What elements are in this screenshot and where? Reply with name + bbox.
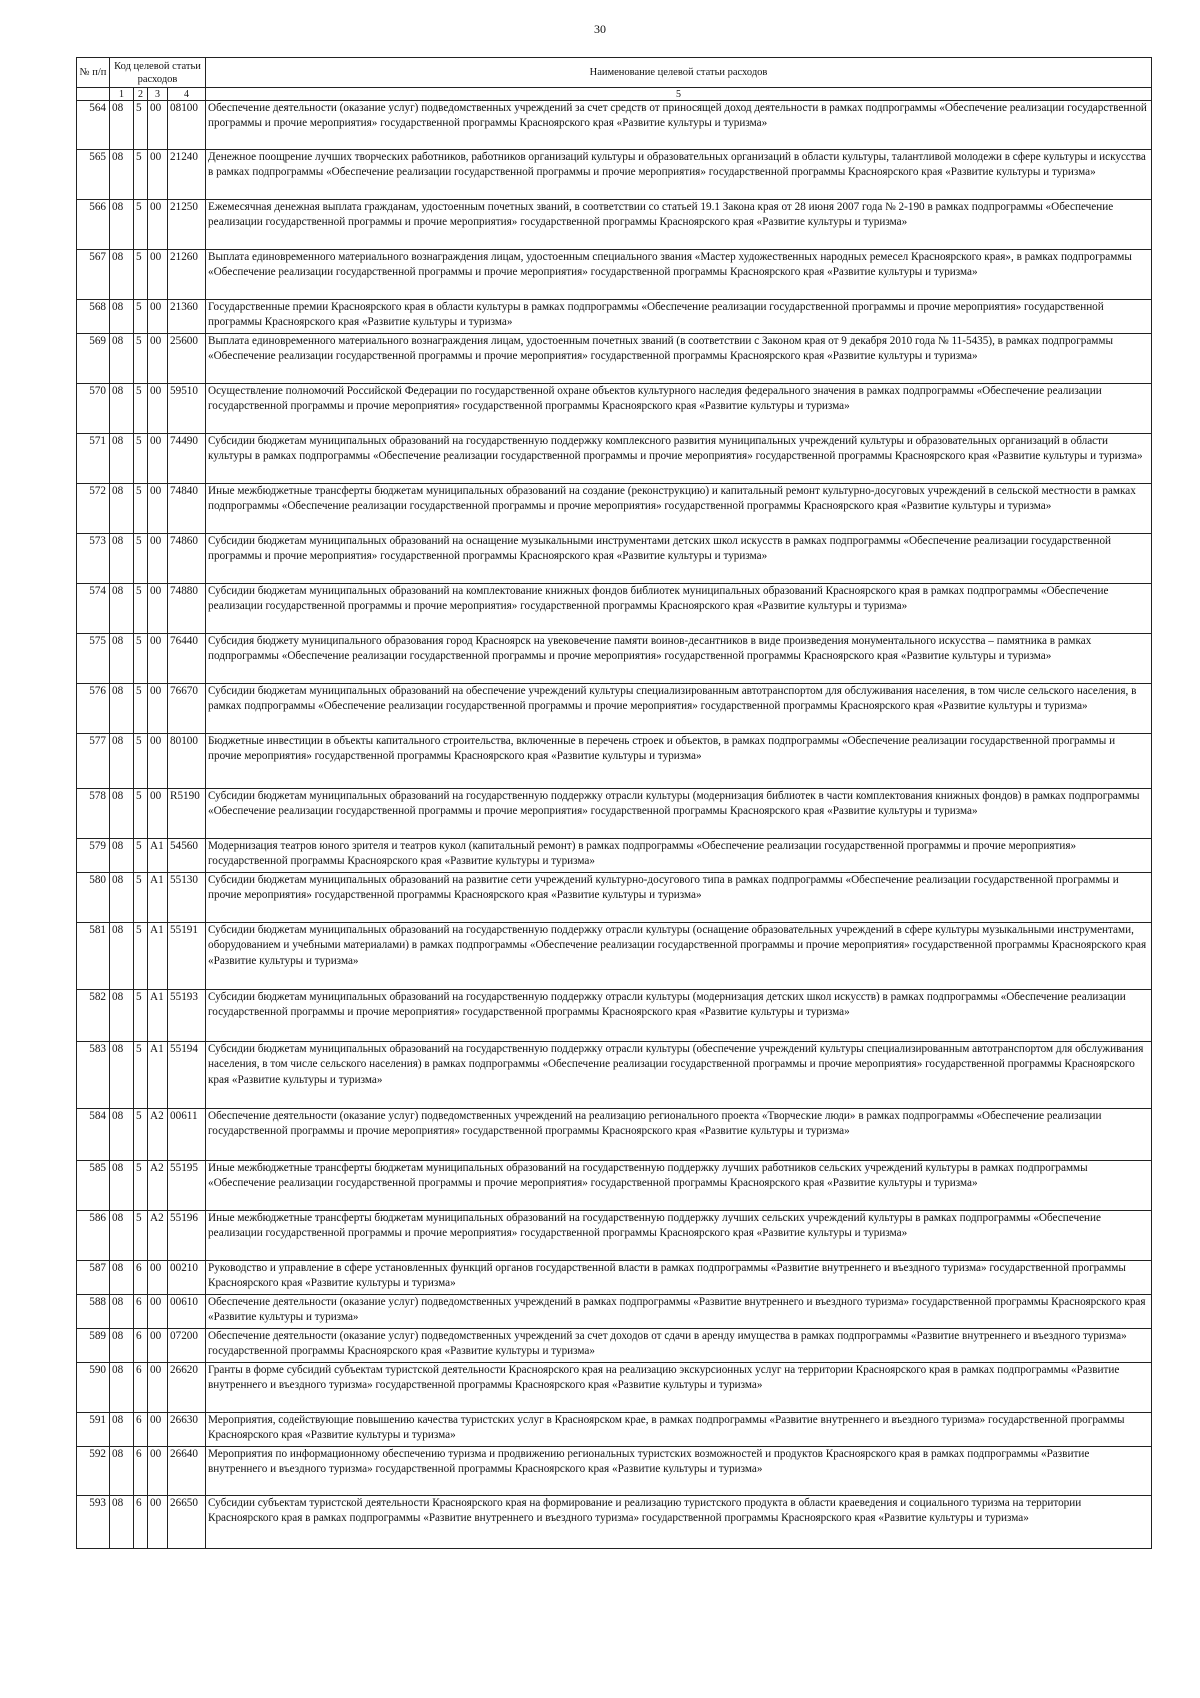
table-row (77, 634, 1152, 684)
code-part-2: 5 (134, 789, 148, 839)
code-part-3: 00 (148, 250, 168, 300)
code-part-2: 5 (134, 101, 148, 150)
row-number: 565 (77, 150, 110, 200)
code-part-3: A1 (148, 1042, 168, 1109)
row-number: 570 (77, 384, 110, 434)
row-number: 577 (77, 734, 110, 789)
table-row (77, 1447, 1152, 1496)
code-part-1: 08 (110, 873, 134, 923)
row-number: 588 (77, 1295, 110, 1329)
code-part-3: 00 (148, 534, 168, 584)
code-part-3: 00 (148, 734, 168, 789)
header-num: № п/п (77, 58, 110, 88)
code-part-2: 6 (134, 1447, 148, 1496)
code-part-2: 5 (134, 250, 148, 300)
code-part-3: 00 (148, 1363, 168, 1413)
code-part-1: 08 (110, 634, 134, 684)
code-part-4: 55195 (168, 1161, 206, 1211)
code-part-2: 5 (134, 200, 148, 250)
row-number: 579 (77, 839, 110, 873)
code-part-1: 08 (110, 101, 134, 150)
col-number-3: 3 (148, 88, 168, 101)
expense-name: Субсидии бюджетам муниципальных образований на государственную поддержку отрасли культуры (оснащение образовательных учреждений в сфере культуры музыкальными инструментами, оборудованием и учебными материалами) в рамках подпрограммы «Обеспечение реализации государственной программы и прочие мероприятия» государственной программы Красноярского края «Развитие культуры и туризма» (206, 923, 1152, 990)
table-row (77, 101, 1152, 150)
code-part-3: 00 (148, 300, 168, 334)
table-body (77, 101, 1152, 1549)
code-part-3: 00 (148, 684, 168, 734)
code-part-4: 76440 (168, 634, 206, 684)
code-part-4: 80100 (168, 734, 206, 789)
code-part-4: 21250 (168, 200, 206, 250)
expense-name: Модернизация театров юного зрителя и театров кукол (капитальный ремонт) в рамках подпрограммы «Обеспечение реализации государственной программы и прочие мероприятия» государственной программы Красноярского края «Развитие культуры и туризма» (206, 839, 1152, 873)
code-part-4: 26620 (168, 1363, 206, 1413)
expense-name: Обеспечение деятельности (оказание услуг) подведомственных учреждений на реализацию регионального проекта «Творческие люди» в рамках подпрограммы «Обеспечение реализации государственной программы и прочие мероприятия» государственной программы Красноярского края «Развитие культуры и туризма» (206, 1109, 1152, 1161)
code-part-2: 5 (134, 734, 148, 789)
col-number-2: 2 (134, 88, 148, 101)
budget-table (76, 57, 1152, 1549)
table-row (77, 1211, 1152, 1261)
table-row (77, 990, 1152, 1042)
row-number: 590 (77, 1363, 110, 1413)
code-part-2: 5 (134, 150, 148, 200)
table-row (77, 1329, 1152, 1363)
code-part-4: 07200 (168, 1329, 206, 1363)
code-part-1: 08 (110, 839, 134, 873)
code-part-1: 08 (110, 1447, 134, 1496)
expense-name: Субсидии бюджетам муниципальных образований на государственную поддержку отрасли культуры (обеспечение учреждений культуры специализированным автотранспортом для обслуживания населения, в том числе сельского населения) в рамках подпрограммы «Обеспечение реализации государственной программы и прочие мероприятия» государственной программы Красноярского края «Развитие культуры и туризма» (206, 1042, 1152, 1109)
header-code: Код целевой статьи расходов (110, 58, 206, 88)
row-number: 566 (77, 200, 110, 250)
code-part-2: 5 (134, 300, 148, 334)
code-part-4: 00210 (168, 1261, 206, 1295)
code-part-3: A2 (148, 1161, 168, 1211)
code-part-2: 5 (134, 684, 148, 734)
code-part-1: 08 (110, 923, 134, 990)
code-part-1: 08 (110, 300, 134, 334)
row-number: 568 (77, 300, 110, 334)
expense-name: Руководство и управление в сфере установленных функций органов государственной власти в рамках подпрограммы «Развитие внутреннего и въездного туризма» государственной программы Красноярского края «Развитие культуры и туризма» (206, 1261, 1152, 1295)
col-number-1: 1 (110, 88, 134, 101)
code-part-2: 5 (134, 923, 148, 990)
code-part-2: 5 (134, 434, 148, 484)
expense-name: Обеспечение деятельности (оказание услуг) подведомственных учреждений за счет доходов от сдачи в аренду имущества в рамках подпрограммы «Развитие внутреннего и въездного туризма» государственной программы Красноярского края «Развитие культуры и туризма» (206, 1329, 1152, 1363)
table-row (77, 923, 1152, 990)
col-number-5: 5 (206, 88, 1152, 101)
row-number: 564 (77, 101, 110, 150)
code-part-4: 74490 (168, 434, 206, 484)
expense-name: Выплата единовременного материального вознаграждения лицам, удостоенным специального звания «Мастер художественных народных ремесел Красноярского края», в рамках подпрограммы «Обеспечение реализации государственной программы и прочие мероприятия» государственной программы Красноярского края «Развитие культуры и туризма» (206, 250, 1152, 300)
row-number: 580 (77, 873, 110, 923)
table-row (77, 734, 1152, 789)
expense-name: Субсидии бюджетам муниципальных образований на оснащение музыкальными инструментами детских школ искусств в рамках подпрограммы «Обеспечение реализации государственной программы и прочие мероприятия» государственной программы Красноярского края «Развитие культуры и туризма» (206, 534, 1152, 584)
expense-name: Иные межбюджетные трансферты бюджетам муниципальных образований на государственную поддержку лучших сельских учреждений культуры в рамках подпрограммы «Обеспечение реализации государственной программы и прочие мероприятия» государственной программы Красноярского края «Развитие культуры и туризма» (206, 1211, 1152, 1261)
expense-name: Ежемесячная денежная выплата гражданам, удостоенным почетных званий, в соответствии со статьей 19.1 Закона края от 28 июня 2007 года № 2-190 в рамках подпрограммы «Обеспечение реализации государственной программы и прочие мероприятия» государственной программы Красноярского края «Развитие культуры и туризма» (206, 200, 1152, 250)
code-part-4: 74840 (168, 484, 206, 534)
expense-name: Субсидии бюджетам муниципальных образований на развитие сети учреждений культурно-досугового типа в рамках подпрограммы «Обеспечение реализации государственной программы и прочие мероприятия» государственной программы Красноярского края «Развитие культуры и туризма» (206, 873, 1152, 923)
expense-name: Иные межбюджетные трансферты бюджетам муниципальных образований на создание (реконструкцию) и капитальный ремонт культурно-досуговых учреждений в сельской местности в рамках подпрограммы «Обеспечение реализации государственной программы и прочие мероприятия» государственной программы Красноярского края «Развитие культуры и туризма» (206, 484, 1152, 534)
code-part-3: A1 (148, 839, 168, 873)
row-number: 583 (77, 1042, 110, 1109)
code-part-4: 26630 (168, 1413, 206, 1447)
row-number: 593 (77, 1496, 110, 1549)
row-number: 581 (77, 923, 110, 990)
expense-name: Субсидии бюджетам муниципальных образований на комплектование книжных фондов библиотек муниципальных образований Красноярского края в рамках подпрограммы «Обеспечение реализации государственной программы и прочие мероприятия» государственной программы Красноярского края «Развитие культуры и туризма» (206, 584, 1152, 634)
code-part-2: 5 (134, 1161, 148, 1211)
col-number-4: 4 (168, 88, 206, 101)
col-number-blank (77, 88, 110, 101)
code-part-3: 00 (148, 484, 168, 534)
page-number: 30 (594, 22, 606, 36)
table-row (77, 384, 1152, 434)
code-part-3: 00 (148, 434, 168, 484)
code-part-1: 08 (110, 250, 134, 300)
table-row (77, 434, 1152, 484)
table-row (77, 1496, 1152, 1549)
code-part-1: 08 (110, 1042, 134, 1109)
row-number: 587 (77, 1261, 110, 1295)
code-part-2: 5 (134, 584, 148, 634)
code-part-3: 00 (148, 200, 168, 250)
code-part-4: 00611 (168, 1109, 206, 1161)
code-part-2: 6 (134, 1413, 148, 1447)
code-part-3: 00 (148, 584, 168, 634)
code-part-3: 00 (148, 1329, 168, 1363)
code-part-4: 55191 (168, 923, 206, 990)
code-part-2: 5 (134, 334, 148, 384)
code-part-4: 55130 (168, 873, 206, 923)
code-part-4: 74860 (168, 534, 206, 584)
row-number: 586 (77, 1211, 110, 1261)
table-row (77, 484, 1152, 534)
expense-name: Субсидии бюджетам муниципальных образований на государственную поддержку отрасли культуры (модернизация детских школ искусств) в рамках подпрограммы «Обеспечение реализации государственной программы и прочие мероприятия» государственной программы Красноярского края «Развитие культуры и туризма» (206, 990, 1152, 1042)
expense-name: Гранты в форме субсидий субъектам туристской деятельности Красноярского края на реализацию экскурсионных услуг на территории Красноярского края в рамках подпрограммы «Развитие внутреннего и въездного туризма» государственной программы Красноярского края «Развитие культуры и туризма» (206, 1363, 1152, 1413)
code-part-3: A2 (148, 1211, 168, 1261)
code-part-3: 00 (148, 1413, 168, 1447)
table-row (77, 789, 1152, 839)
code-part-1: 08 (110, 584, 134, 634)
code-part-2: 5 (134, 484, 148, 534)
code-part-4: 26650 (168, 1496, 206, 1549)
code-part-1: 08 (110, 1161, 134, 1211)
row-number: 584 (77, 1109, 110, 1161)
code-part-2: 5 (134, 534, 148, 584)
table-row (77, 1161, 1152, 1211)
code-part-2: 5 (134, 839, 148, 873)
row-number: 575 (77, 634, 110, 684)
code-part-4: 76670 (168, 684, 206, 734)
code-part-3: A2 (148, 1109, 168, 1161)
code-part-1: 08 (110, 1295, 134, 1329)
table-row (77, 534, 1152, 584)
table-row (77, 150, 1152, 200)
code-part-2: 5 (134, 873, 148, 923)
code-part-3: A1 (148, 873, 168, 923)
row-number: 572 (77, 484, 110, 534)
code-part-4: 21240 (168, 150, 206, 200)
table-row (77, 250, 1152, 300)
code-part-1: 08 (110, 1363, 134, 1413)
row-number: 585 (77, 1161, 110, 1211)
code-part-2: 6 (134, 1363, 148, 1413)
expense-name: Осуществление полномочий Российской Федерации по государственной охране объектов культурного наследия федерального значения в рамках подпрограммы «Обеспечение реализации государственной программы и прочие мероприятия» государственной программы Красноярского края «Развитие культуры и туризма» (206, 384, 1152, 434)
code-part-3: 00 (148, 1295, 168, 1329)
row-number: 576 (77, 684, 110, 734)
code-part-3: 00 (148, 789, 168, 839)
code-part-1: 08 (110, 334, 134, 384)
code-part-3: 00 (148, 1447, 168, 1496)
row-number: 589 (77, 1329, 110, 1363)
table-row (77, 1261, 1152, 1295)
expense-name: Мероприятия по информационному обеспечению туризма и продвижению региональных туристских возможностей и продуктов Красноярского края в рамках подпрограммы «Развитие внутреннего и въездного туризма» государственной программы Красноярского края «Развитие культуры и туризма» (206, 1447, 1152, 1496)
code-part-1: 08 (110, 484, 134, 534)
code-part-2: 5 (134, 634, 148, 684)
expense-name: Субсидии бюджетам муниципальных образований на государственную поддержку отрасли культуры (модернизация библиотек в части комплектования книжных фондов) в рамках подпрограммы «Обеспечение реализации государственной программы и прочие мероприятия» государственной программы Красноярского края «Развитие культуры и туризма» (206, 789, 1152, 839)
code-part-3: A1 (148, 990, 168, 1042)
code-part-1: 08 (110, 384, 134, 434)
expense-name: Денежное поощрение лучших творческих работников, работников организаций культуры и образовательных организаций в области культуры, талантливой молодежи в сфере культуры и искусства в рамках подпрограммы «Обеспечение реализации государственной программы и прочие мероприятия» государственной программы Красноярского края «Развитие культуры и туризма» (206, 150, 1152, 200)
code-part-3: 00 (148, 1496, 168, 1549)
code-part-2: 5 (134, 990, 148, 1042)
code-part-4: 74880 (168, 584, 206, 634)
code-part-1: 08 (110, 990, 134, 1042)
table-row (77, 1363, 1152, 1413)
row-number: 582 (77, 990, 110, 1042)
code-part-2: 6 (134, 1329, 148, 1363)
table-row (77, 873, 1152, 923)
code-part-2: 5 (134, 1211, 148, 1261)
code-part-3: 00 (148, 1261, 168, 1295)
code-part-4: R5190 (168, 789, 206, 839)
code-part-1: 08 (110, 684, 134, 734)
code-part-4: 55196 (168, 1211, 206, 1261)
row-number: 569 (77, 334, 110, 384)
code-part-2: 6 (134, 1496, 148, 1549)
row-number: 567 (77, 250, 110, 300)
code-part-1: 08 (110, 150, 134, 200)
code-part-4: 26640 (168, 1447, 206, 1496)
table-row (77, 1042, 1152, 1109)
code-part-2: 5 (134, 384, 148, 434)
row-number: 578 (77, 789, 110, 839)
table-row (77, 300, 1152, 334)
expense-name: Иные межбюджетные трансферты бюджетам муниципальных образований на государственную поддержку лучших работников сельских учреждений культуры в рамках подпрограммы «Обеспечение реализации государственной программы и прочие мероприятия» государственной программы Красноярского края «Развитие культуры и туризма» (206, 1161, 1152, 1211)
code-part-4: 55194 (168, 1042, 206, 1109)
code-part-1: 08 (110, 434, 134, 484)
code-part-1: 08 (110, 789, 134, 839)
code-part-2: 6 (134, 1295, 148, 1329)
table-row (77, 334, 1152, 384)
code-part-1: 08 (110, 1496, 134, 1549)
code-part-3: 00 (148, 334, 168, 384)
header-name: Наименование целевой статьи расходов (206, 58, 1152, 88)
code-part-2: 5 (134, 1042, 148, 1109)
code-part-4: 00610 (168, 1295, 206, 1329)
code-part-4: 21260 (168, 250, 206, 300)
table-row (77, 1413, 1152, 1447)
code-part-4: 08100 (168, 101, 206, 150)
code-part-3: 00 (148, 101, 168, 150)
table-row (77, 839, 1152, 873)
expense-name: Субсидии субъектам туристской деятельности Красноярского края на формирование и реализацию туристского продукта в области краеведения и социального туризма на территории Красноярского края в рамках подпрограммы «Развитие внутреннего и въездного туризма» государственной программы Красноярского края «Развитие культуры и туризма» (206, 1496, 1152, 1549)
table-row (77, 1109, 1152, 1161)
code-part-1: 08 (110, 1211, 134, 1261)
code-part-1: 08 (110, 1413, 134, 1447)
row-number: 592 (77, 1447, 110, 1496)
code-part-3: 00 (148, 150, 168, 200)
row-number: 573 (77, 534, 110, 584)
table-row (77, 684, 1152, 734)
table-row (77, 1295, 1152, 1329)
code-part-1: 08 (110, 1109, 134, 1161)
expense-name: Государственные премии Красноярского края в области культуры в рамках подпрограммы «Обеспечение реализации государственной программы и прочие мероприятия» государственной программы Красноярского края «Развитие культуры и туризма» (206, 300, 1152, 334)
expense-name: Обеспечение деятельности (оказание услуг) подведомственных учреждений в рамках подпрограммы «Развитие внутреннего и въездного туризма» государственной программы Красноярского края «Развитие культуры и туризма» (206, 1295, 1152, 1329)
row-number: 574 (77, 584, 110, 634)
code-part-4: 25600 (168, 334, 206, 384)
code-part-1: 08 (110, 1261, 134, 1295)
table-row (77, 584, 1152, 634)
expense-name: Мероприятия, содействующие повышению качества туристских услуг в Красноярском крае, в рамках подпрограммы «Развитие внутреннего и въездного туризма» государственной программы Красноярского края «Развитие культуры и туризма» (206, 1413, 1152, 1447)
expense-name: Бюджетные инвестиции в объекты капитального строительства, включенные в перечень строек и объектов, в рамках подпрограммы «Обеспечение реализации государственной программы и прочие мероприятия» государственной программы Красноярского края «Развитие культуры и туризма» (206, 734, 1152, 789)
code-part-4: 59510 (168, 384, 206, 434)
code-part-1: 08 (110, 734, 134, 789)
expense-name: Субсидии бюджетам муниципальных образований на государственную поддержку комплексного развития муниципальных учреждений культуры и образовательных организаций в области культуры в рамках подпрограммы «Обеспечение реализации государственной программы и прочие мероприятия» государственной программы Красноярского края «Развитие культуры и туризма» (206, 434, 1152, 484)
row-number: 571 (77, 434, 110, 484)
code-part-4: 55193 (168, 990, 206, 1042)
code-part-2: 6 (134, 1261, 148, 1295)
expense-name: Субсидии бюджетам муниципальных образований на обеспечение учреждений культуры специализированным автотранспортом для обслуживания населения, в том числе сельского населения, в рамках подпрограммы «Обеспечение реализации государственной программы и прочие мероприятия» государственной программы Красноярского края «Развитие культуры и туризма» (206, 684, 1152, 734)
code-part-3: 00 (148, 384, 168, 434)
expense-name: Выплата единовременного материального вознаграждения лицам, удостоенным почетных званий (в соответствии с Законом края от 9 декабря 2010 года № 11-5435), в рамках подпрограммы «Обеспечение реализации государственной программы и прочие мероприятия» государственной программы Красноярского края «Развитие культуры и туризма» (206, 334, 1152, 384)
code-part-3: 00 (148, 634, 168, 684)
code-part-1: 08 (110, 1329, 134, 1363)
table-row (77, 200, 1152, 250)
row-number: 591 (77, 1413, 110, 1447)
code-part-4: 21360 (168, 300, 206, 334)
code-part-4: 54560 (168, 839, 206, 873)
expense-name: Субсидия бюджету муниципального образования город Красноярск на увековечение памяти воинов-десантников в виде произведения монументального искусства – памятника в рамках подпрограммы «Обеспечение реализации государственной программы и прочие мероприятия» государственной программы Красноярского края «Развитие культуры и туризма» (206, 634, 1152, 684)
code-part-2: 5 (134, 1109, 148, 1161)
code-part-1: 08 (110, 200, 134, 250)
code-part-1: 08 (110, 534, 134, 584)
expense-name: Обеспечение деятельности (оказание услуг) подведомственных учреждений за счет средств от приносящей доход деятельности в рамках подпрограммы «Обеспечение реализации государственной программы и прочие мероприятия» государственной программы Красноярского края «Развитие культуры и туризма» (206, 101, 1152, 150)
code-part-3: A1 (148, 923, 168, 990)
